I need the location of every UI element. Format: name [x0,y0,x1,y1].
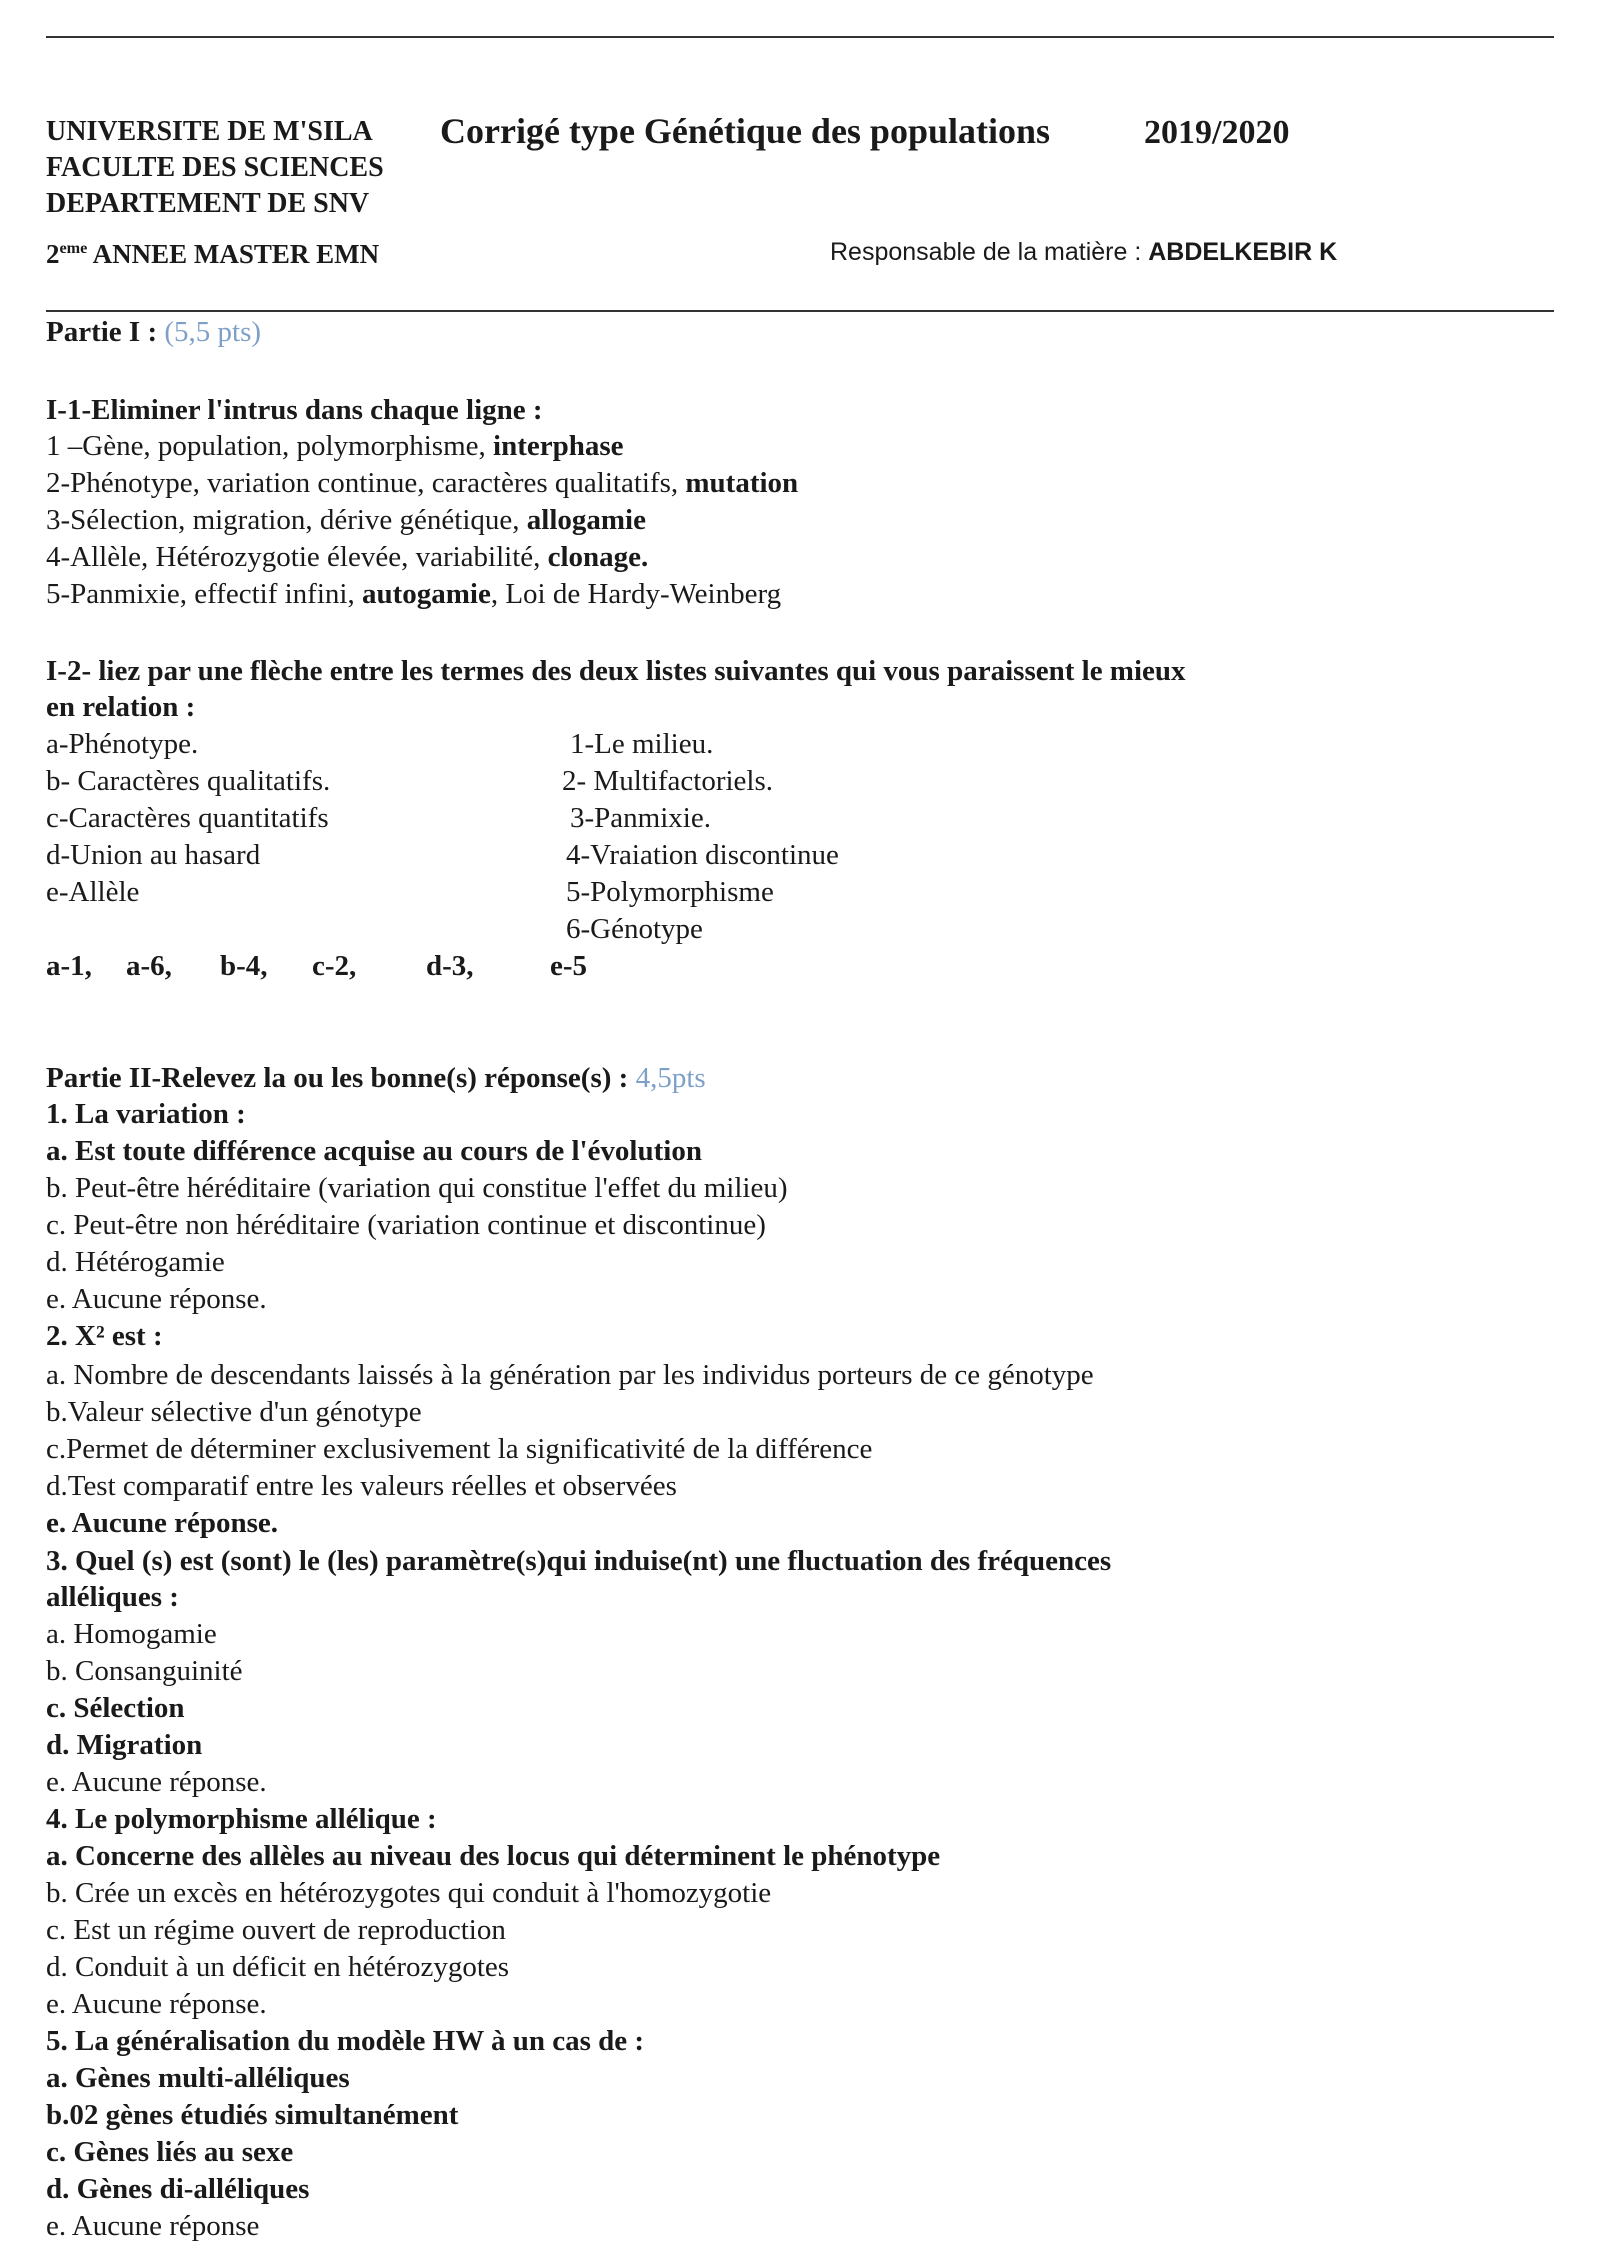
doc-year: 2019/2020 [1144,114,1290,151]
question-title: 5. La généralisation du modèle HW à un cas de : [46,2025,645,2057]
responsable-label: Responsable de la matière : [830,238,1142,266]
option: c.Permet de déterminer exclusivement la significativité de la différence [46,1433,873,1465]
option: b.02 gènes étudiés simultanément [46,2099,459,2131]
q2-left-item: e-Allèle [46,876,140,908]
option: c. Gènes liés au sexe [46,2136,294,2168]
q2-answer: e-5 [550,950,588,982]
q1-line-text: 2-Phénotype, variation continue, caractères qualitatifs, [46,467,679,499]
responsable-name: ABDELKEBIR K [1148,238,1338,266]
q2-right-item: 6-Génotype [566,913,703,945]
q2-right-item: 3-Panmixie. [570,802,711,834]
option: e. Aucune réponse. [46,1507,278,1539]
q2-left-item: d-Union au hasard [46,839,261,871]
option: e. Aucune réponse. [46,1766,267,1798]
q2-answer: b-4, [220,950,268,982]
q2-right-item: 5-Polymorphisme [566,876,774,908]
level-sup: eme [59,239,88,257]
partie1-heading [46,314,261,350]
faculty-name: FACULTE DES SCIENCES [46,152,384,183]
q2-answer: a-6, [126,950,172,982]
q2-left-item: b- Caractères qualitatifs. [46,765,331,797]
option: d. Conduit à un déficit en hétérozygotes [46,1951,510,1983]
q1-line [46,539,648,575]
partie2-heading [46,1060,706,1096]
q2-left-item: a-Phénotype. [46,728,199,760]
q1-line-answer: autogamie [361,578,491,610]
q1-title: I-1-Eliminer l'intrus dans chaque ligne : [46,394,543,426]
question-title: 3. Quel (s) est (sont) le (les) paramètre(s)qui induise(nt) une fluctuation des fréquences [46,1545,1112,1577]
q2-right-item: 2- Multifactoriels. [562,765,774,797]
q1-line [46,428,624,464]
option: d. Hétérogamie [46,1246,225,1278]
top-rule [46,36,1554,38]
partie2-points: 4,5pts [635,1062,706,1094]
q2-right-item: 4-Vraiation discontinue [566,839,839,871]
option: a. Est toute différence acquise au cours de l'évolution [46,1135,702,1167]
option: b.Valeur sélective d'un génotype [46,1396,422,1428]
option: c. Peut-être non héréditaire (variation continue et discontinue) [46,1209,766,1241]
q1-line-after: , Loi de Hardy-Weinberg [490,578,782,610]
q1-line-text: 4-Allèle, Hétérozygotie élevée, variabilité, [46,541,541,573]
option: c. Est un régime ouvert de reproduction [46,1914,506,1946]
option: e. Aucune réponse. [46,1988,267,2020]
q1-line [46,502,646,538]
q1-line-answer: interphase [493,430,624,462]
q1-line-text: 5-Panmixie, effectif infini, [46,578,355,610]
option: d. Migration [46,1729,203,1761]
option: e. Aucune réponse [46,2210,260,2242]
option: b. Consanguinité [46,1655,243,1687]
q2-answer: c-2, [312,950,357,982]
department-name: DEPARTEMENT DE SNV [46,188,370,219]
responsable [830,234,1337,270]
level-number: 2 [46,239,60,269]
option: c. Sélection [46,1692,185,1724]
partie1-points: (5,5 pts) [164,316,262,348]
question-title: 4. Le polymorphisme allélique : [46,1803,437,1835]
question-title: 2. X² est : [46,1320,163,1352]
header-rule [46,310,1554,312]
q1-line-answer: allogamie [526,504,646,536]
question-title: 1. La variation : [46,1098,246,1130]
option: a. Homogamie [46,1618,217,1650]
university-name: UNIVERSITE DE M'SILA [46,116,373,147]
partie2-title: Partie II-Relevez la ou les bonne(s) réponse(s) : [46,1062,629,1094]
doc-title: Corrigé type Génétique des populations [440,111,1051,151]
option: b. Crée un excès en hétérozygotes qui conduit à l'homozygotie [46,1877,772,1909]
q2-title-line2: en relation : [46,691,196,723]
level-label [46,230,379,272]
option: a. Concerne des allèles au niveau des locus qui déterminent le phénotype [46,1840,941,1872]
question-title-cont: alléliques : [46,1581,179,1613]
option: d. Gènes di-alléliques [46,2173,310,2205]
option: d.Test comparatif entre les valeurs réelles et observées [46,1470,677,1502]
level-text: ANNEE MASTER EMN [92,239,380,269]
option: a. Nombre de descendants laissés à la génération par les individus porteurs de ce génotype [46,1359,1094,1391]
option: a. Gènes multi-alléliques [46,2062,350,2094]
option: b. Peut-être héréditaire (variation qui constitue l'effet du milieu) [46,1172,788,1204]
q1-line-answer: clonage. [547,541,649,573]
q2-answer: a-1, [46,950,92,982]
partie1-title: Partie I : [46,316,158,348]
q1-line-text: 3-Sélection, migration, dérive génétique, [46,504,520,536]
option: e. Aucune réponse. [46,1283,267,1315]
q2-answer: d-3, [426,950,474,982]
q1-line-text: 1 –Gène, population, polymorphisme, [46,430,486,462]
q2-right-item: 1-Le milieu. [570,728,714,760]
q2-title-line1: I-2- liez par une flèche entre les termes des deux listes suivantes qui vous paraissent le mieux [46,655,1186,687]
q2-left-item: c-Caractères quantitatifs [46,802,329,834]
q1-line [46,576,781,612]
q1-line [46,465,798,501]
q1-line-answer: mutation [685,467,799,499]
